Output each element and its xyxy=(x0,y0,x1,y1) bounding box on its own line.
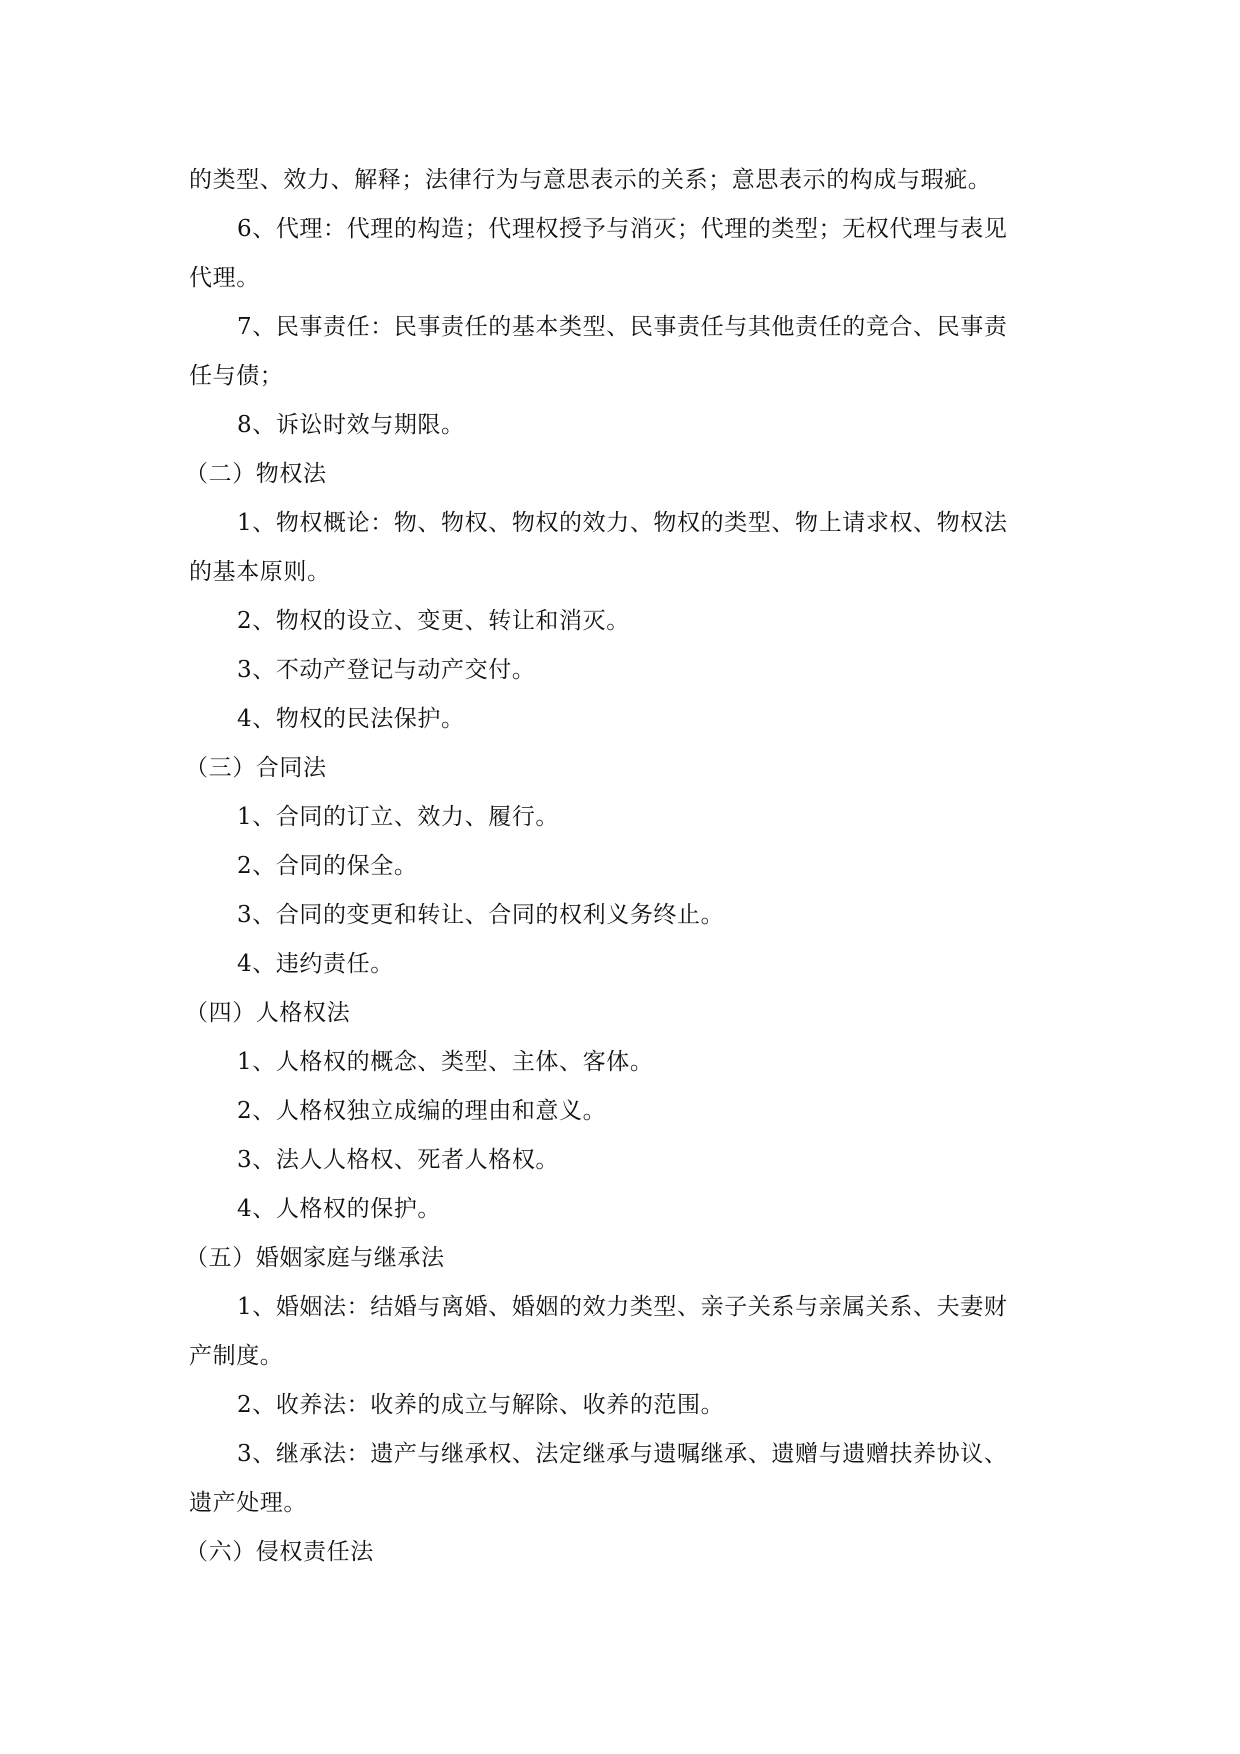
text-line: 的基本原则。 xyxy=(189,559,331,585)
list-item: 7、民事责任：民事责任的基本类型、民事责任与其他责任的竞合、民事责 xyxy=(237,314,1008,340)
list-item: 1、合同的订立、效力、履行。 xyxy=(237,804,560,830)
list-item: 3、不动产登记与动产交付。 xyxy=(237,657,536,683)
list-item: 1、婚姻法：结婚与离婚、婚姻的效力类型、亲子关系与亲属关系、夫妻财 xyxy=(237,1294,1008,1320)
text-line: 代理。 xyxy=(189,265,260,291)
text-line: 产制度。 xyxy=(189,1343,284,1369)
text-line: 遗产处理。 xyxy=(189,1490,307,1516)
section-heading: （三）合同法 xyxy=(185,755,327,781)
list-item: 3、法人人格权、死者人格权。 xyxy=(237,1147,560,1173)
list-item: 4、物权的民法保护。 xyxy=(237,706,465,732)
list-item: 1、人格权的概念、类型、主体、客体。 xyxy=(237,1049,654,1075)
list-item: 3、继承法：遗产与继承权、法定继承与遗嘱继承、遗赠与遗赠扶养协议、 xyxy=(237,1441,1008,1467)
text-line: 的类型、效力、解释；法律行为与意思表示的关系；意思表示的构成与瑕疵。 xyxy=(189,167,992,193)
list-item: 2、人格权独立成编的理由和意义。 xyxy=(237,1098,607,1124)
list-item: 1、物权概论：物、物权、物权的效力、物权的类型、物上请求权、物权法 xyxy=(237,510,1008,536)
list-item: 3、合同的变更和转让、合同的权利义务终止。 xyxy=(237,902,725,928)
list-item: 4、人格权的保护。 xyxy=(237,1196,442,1222)
list-item: 2、物权的设立、变更、转让和消灭。 xyxy=(237,608,630,634)
list-item: 8、诉讼时效与期限。 xyxy=(237,412,465,438)
list-item: 4、违约责任。 xyxy=(237,951,394,977)
section-heading: （二）物权法 xyxy=(185,461,327,487)
list-item: 2、合同的保全。 xyxy=(237,853,418,879)
list-item: 6、代理：代理的构造；代理权授予与消灭；代理的类型；无权代理与表见 xyxy=(237,216,1008,242)
list-item: 2、收养法：收养的成立与解除、收养的范围。 xyxy=(237,1392,725,1418)
text-line: 任与债； xyxy=(189,363,284,389)
section-heading: （六）侵权责任法 xyxy=(185,1539,374,1565)
document-body xyxy=(185,156,1069,1577)
section-heading: （五）婚姻家庭与继承法 xyxy=(185,1245,445,1271)
section-heading: （四）人格权法 xyxy=(185,1000,351,1026)
